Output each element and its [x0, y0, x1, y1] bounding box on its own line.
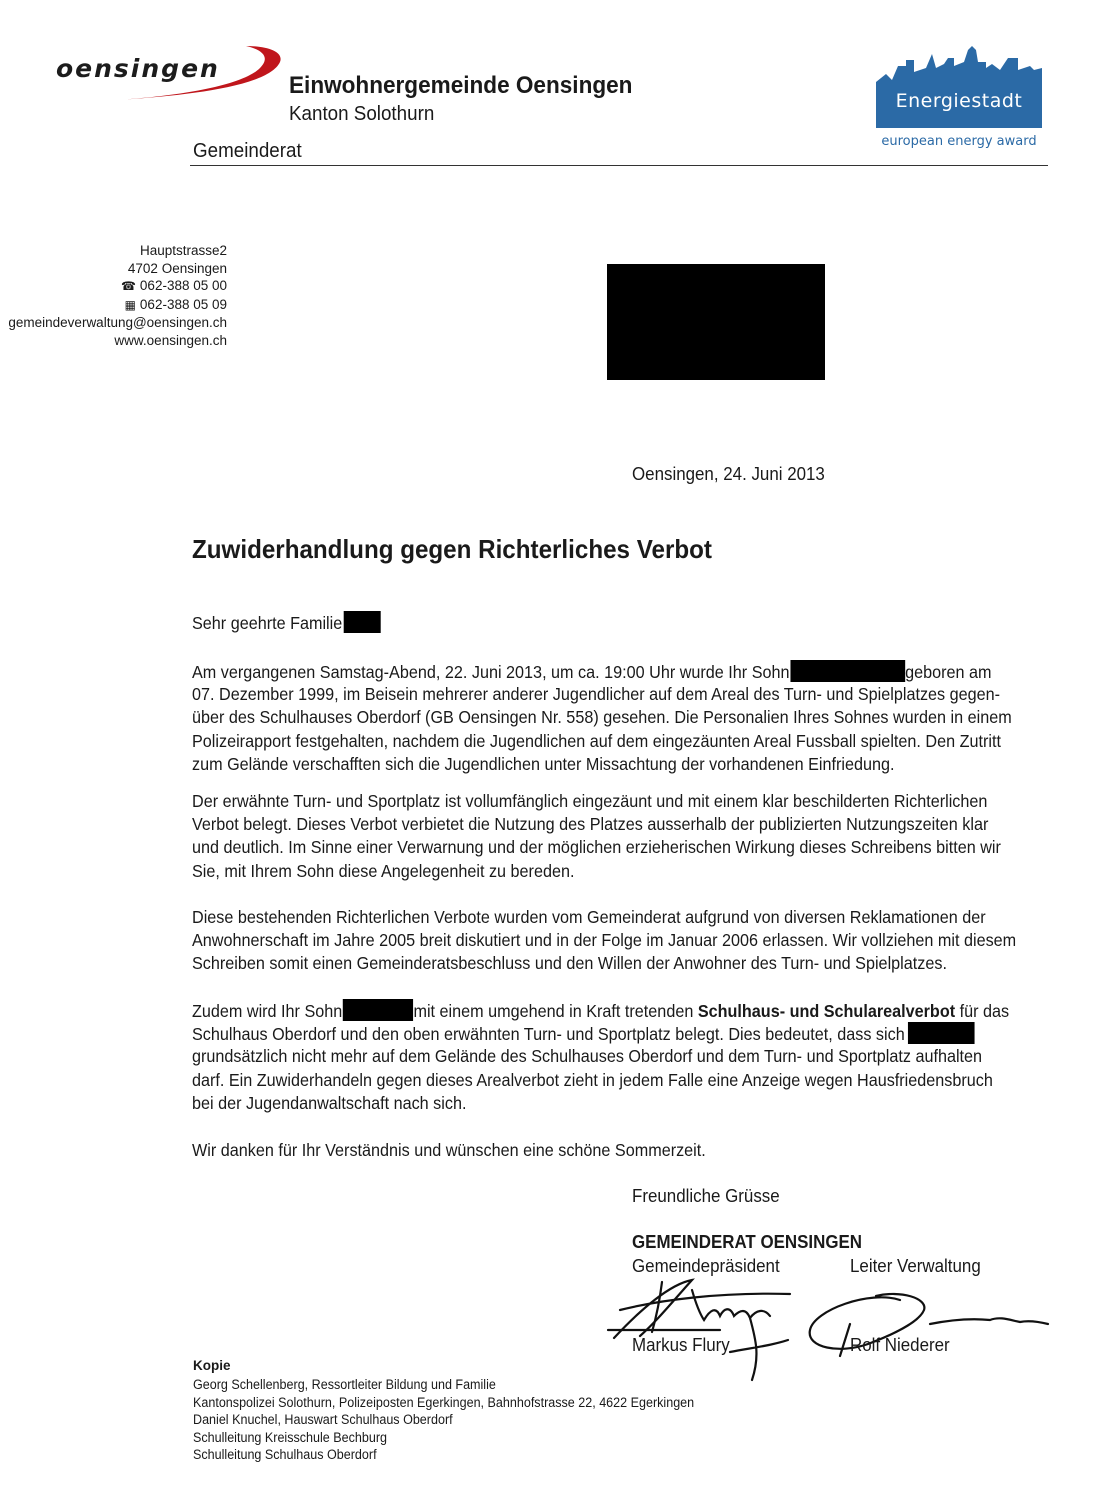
energy-award-label: european energy award [881, 134, 1037, 149]
energiestadt-label: Energiestadt [895, 90, 1023, 112]
redacted-son-name [343, 999, 413, 1021]
department-name: Gemeinderat [193, 140, 302, 162]
sender-address [8, 242, 227, 350]
paragraph-5: Wir danken für Ihr Verständnis und wünschen eine schöne Sommerzeit. [192, 1140, 706, 1160]
canton-name: Kanton Solothurn [289, 103, 435, 125]
address-city: 4702 Oensingen [127, 260, 227, 276]
paragraph-4: Zudem wird Ihr Sohn mit einem umgehend in Kraft tretenden Schulhaus- und Schularealverbot für das Schulhaus Oberdorf und den oben erwähnten Turn- und Sportplatz belegt. Dies bedeutet, dass sich grundsätzlich nicht mehr auf dem Gelände des Schulhauses Oberdorf und dem Turn- und Sportplatz aufhalten darf. Ein Zuwiderhandeln gegen dieses Arealverbot zieht in jedem Falle eine Anzeige wegen Hausfriedensbruch bei der Jugendanwaltschaft nach sich. [192, 1001, 1010, 1113]
handwritten-signatures [600, 1270, 1060, 1390]
oensingen-logo-text: oensingen [56, 54, 220, 83]
copy-recipient: Schulleitung Kreisschule Bechburg [193, 1429, 388, 1445]
signer-1-name: Markus Flury [632, 1335, 730, 1355]
signer-2-name: Rolf Niederer [850, 1335, 950, 1355]
address-fax-row [8, 296, 227, 315]
council-name: GEMEINDERAT OENSINGEN [632, 1232, 863, 1252]
paragraph-1: Am vergangenen Samstag-Abend, 22. Juni 2013, um ca. 19:00 Uhr wurde Ihr Sohn geboren am 07. Dezember 1999, im Beisein mehrerer anderer Jugendlicher auf dem Areal des Turn- und Spielplatzes gegen- über des Schulhauses Oberdorf (GB Oensingen Nr. 558) gesehen. Die Personalien Ihres Sohnes wurden in einem Polizeirapport festgehalten, nachdem die Jugendlichen auf dem eingezäunten Areal Fussball spielten. Den Zutritt zum Gelände verschafften sich die Jugendlichen unter Missachtung der vorhandenen Einfriedung. [192, 662, 1012, 774]
redacted-son-name [790, 660, 905, 682]
address-phone-row [8, 277, 227, 296]
header-divider [190, 165, 1048, 166]
address-street: Hauptstrasse2 [139, 243, 227, 258]
redacted-recipient-address [607, 264, 825, 380]
copy-recipient: Kantonspolizei Solothurn, Polizeiposten Egerkingen, Bahnhofstrasse 22, 4622 Egerkingen [193, 1394, 695, 1410]
copy-title: Kopie [193, 1358, 231, 1373]
copy-recipients [193, 1376, 694, 1464]
fax-icon: ▦ [124, 297, 136, 312]
organization-name: Einwohnergemeinde Oensingen [289, 72, 633, 99]
redacted-son-name [907, 1022, 974, 1044]
copy-recipient: Schulleitung Schulhaus Oberdorf [193, 1447, 377, 1463]
copy-recipient: Daniel Knuchel, Hauswart Schulhaus Oberdorf [193, 1412, 453, 1428]
address-web: www.oensingen.ch [114, 332, 227, 348]
address-email: gemeindeverwaltung@oensingen.ch [8, 315, 227, 331]
paragraph-2: Der erwähnte Turn- und Sportplatz ist vollumfänglich eingezäunt und mit einem klar beschilderten Richterlichen Verbot belegt. Dieses Verbot verbietet die Nutzung des Platzes ausserhalb der publizierten Nutzungszeiten klar und deutlich. Im Sinne einer Verwarnung und der möglichen erzieherischen Wirkung dieses Schreibens bitten wir Sie, mit Ihrem Sohn diese Angelegenheit zu bereden. [192, 791, 1001, 881]
phone-icon: ☎ [120, 279, 136, 294]
energiestadt-logo [874, 44, 1046, 130]
copy-recipient: Georg Schellenberg, Ressortleiter Bildung und Familie [193, 1377, 496, 1392]
address-phone: 062-388 05 00 [139, 278, 227, 294]
redacted-family-name [344, 611, 381, 633]
letter-subject: Zuwiderhandlung gegen Richterliches Verbot [192, 534, 712, 564]
closing-greeting: Freundliche Grüsse [632, 1186, 780, 1206]
signer-1-role: Gemeindepräsident [632, 1256, 780, 1276]
address-fax: 062-388 05 09 [139, 296, 227, 312]
oensingen-logo-swoosh [118, 44, 288, 104]
letter-date: Oensingen, 24. Juni 2013 [632, 464, 825, 484]
paragraph-3: Diese bestehenden Richterlichen Verbote wurden vom Gemeinderat aufgrund von diversen Reklamationen der Anwohnerschaft im Jahre 2005 breit diskutiert und in der Folge im Januar 2006 erlassen. Wir vollziehen mit diesem Schreiben somit einen Gemeinderatsbeschluss und den Willen der Anwohner des Turn- und Spielplatzes. [192, 907, 1017, 974]
salutation: Sehr geehrte Familie [192, 611, 1025, 634]
signer-2-role: Leiter Verwaltung [850, 1256, 981, 1276]
